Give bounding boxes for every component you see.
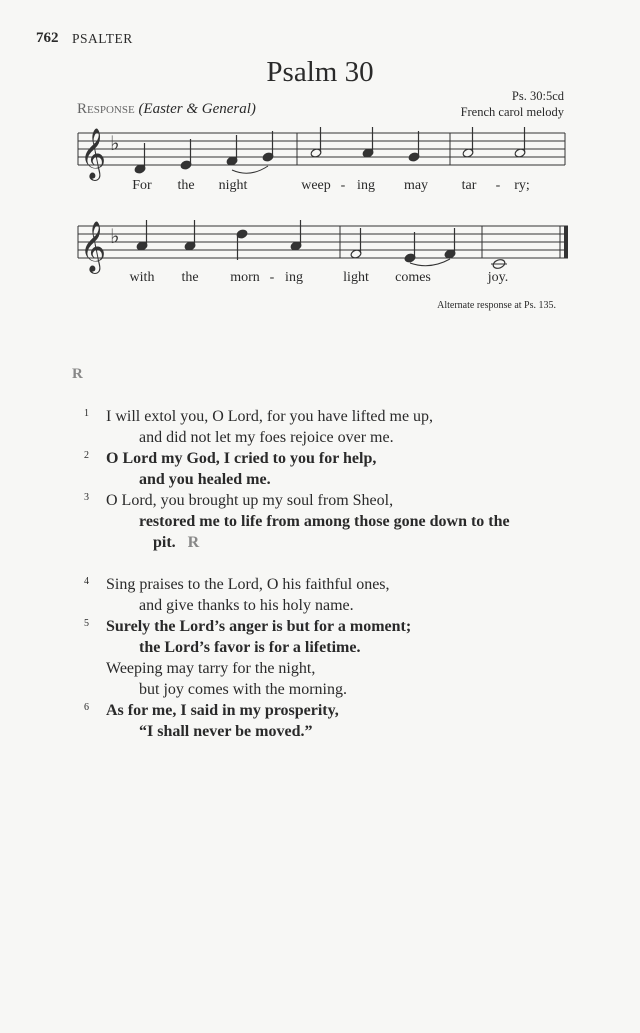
verse-line: Surely the Lord’s anger is but for a moment; <box>106 618 412 635</box>
music-staff-2 <box>0 0 640 300</box>
lyric-1-5: - <box>340 178 346 193</box>
response-mark: R <box>187 534 200 551</box>
page-number: 762 <box>36 30 59 46</box>
verse-line: I will extol you, O Lord, for you have lifted me up, <box>106 408 434 425</box>
verse-line: and you healed me. <box>139 471 271 488</box>
lyric-1-3: night <box>218 178 248 193</box>
lyric-1-4: weep <box>301 178 331 193</box>
verse-line: O Lord my God, I cried to you for help, <box>106 450 377 467</box>
lyric-1-10: ry; <box>514 178 530 193</box>
verse-number: 2 <box>84 450 89 461</box>
verse-line: the Lord’s favor is for a lifetime. <box>139 639 361 656</box>
verse-line: As for me, I said in my prosperity, <box>106 702 339 719</box>
lyric-2-3: morn <box>230 270 260 285</box>
lyric-1-6: ing <box>357 178 375 193</box>
verse-line: Weeping may tarry for the night, <box>106 660 316 677</box>
verse-number: 3 <box>84 492 89 503</box>
response-label: Response <box>77 101 135 117</box>
lyric-1-7: may <box>403 178 429 193</box>
flat-icon: ♭ <box>110 224 120 248</box>
lyric-2-6: light <box>343 270 369 285</box>
lyric-2-8: joy. <box>487 270 509 285</box>
scripture-reference: Ps. 30:5cd <box>511 89 564 103</box>
verse-line: and give thanks to his holy name. <box>139 597 354 614</box>
verse-line: Sing praises to the Lord, O his faithful ones, <box>106 576 390 593</box>
psalm-title: Psalm 30 <box>266 56 374 88</box>
verse-number: 6 <box>84 702 89 713</box>
lyric-1-2: the <box>177 178 195 193</box>
verse-line: but joy comes with the morning. <box>139 681 347 698</box>
alternate-response-note: Alternate response at Ps. 135. <box>437 300 556 311</box>
melody-credit: French carol melody <box>460 105 564 119</box>
verse-line: “I shall never be moved.” <box>139 723 313 740</box>
verse-number: 1 <box>84 408 89 419</box>
lyric-1-9: - <box>495 178 501 193</box>
lyric-2-5: ing <box>285 270 303 285</box>
treble-clef-icon: 𝄞 <box>80 221 107 272</box>
section-title: PSALTER <box>72 31 133 46</box>
lyric-2-4: - <box>269 270 275 285</box>
flat-icon: ♭ <box>110 131 120 155</box>
verse-line: pit. <box>153 534 176 551</box>
lyric-1-1: For <box>132 178 152 193</box>
response-occasion: (Easter & General) <box>138 101 256 117</box>
lyric-1-8: tar <box>461 178 477 193</box>
verse-line: O Lord, you brought up my soul from Sheol, <box>106 492 394 509</box>
treble-clef-icon: 𝄞 <box>80 128 107 179</box>
lyric-2-2: the <box>181 270 199 285</box>
verse-line: and did not let my foes rejoice over me. <box>139 429 394 446</box>
verse-line-with-response <box>153 534 199 552</box>
lyric-2-7: comes <box>395 270 431 285</box>
verse-number: 4 <box>84 576 89 587</box>
verse-line: restored me to life from among those gone down to the <box>139 513 510 530</box>
verse-number: 5 <box>84 618 89 629</box>
response-mark: R <box>72 366 83 382</box>
lyric-2-1: with <box>129 270 155 285</box>
